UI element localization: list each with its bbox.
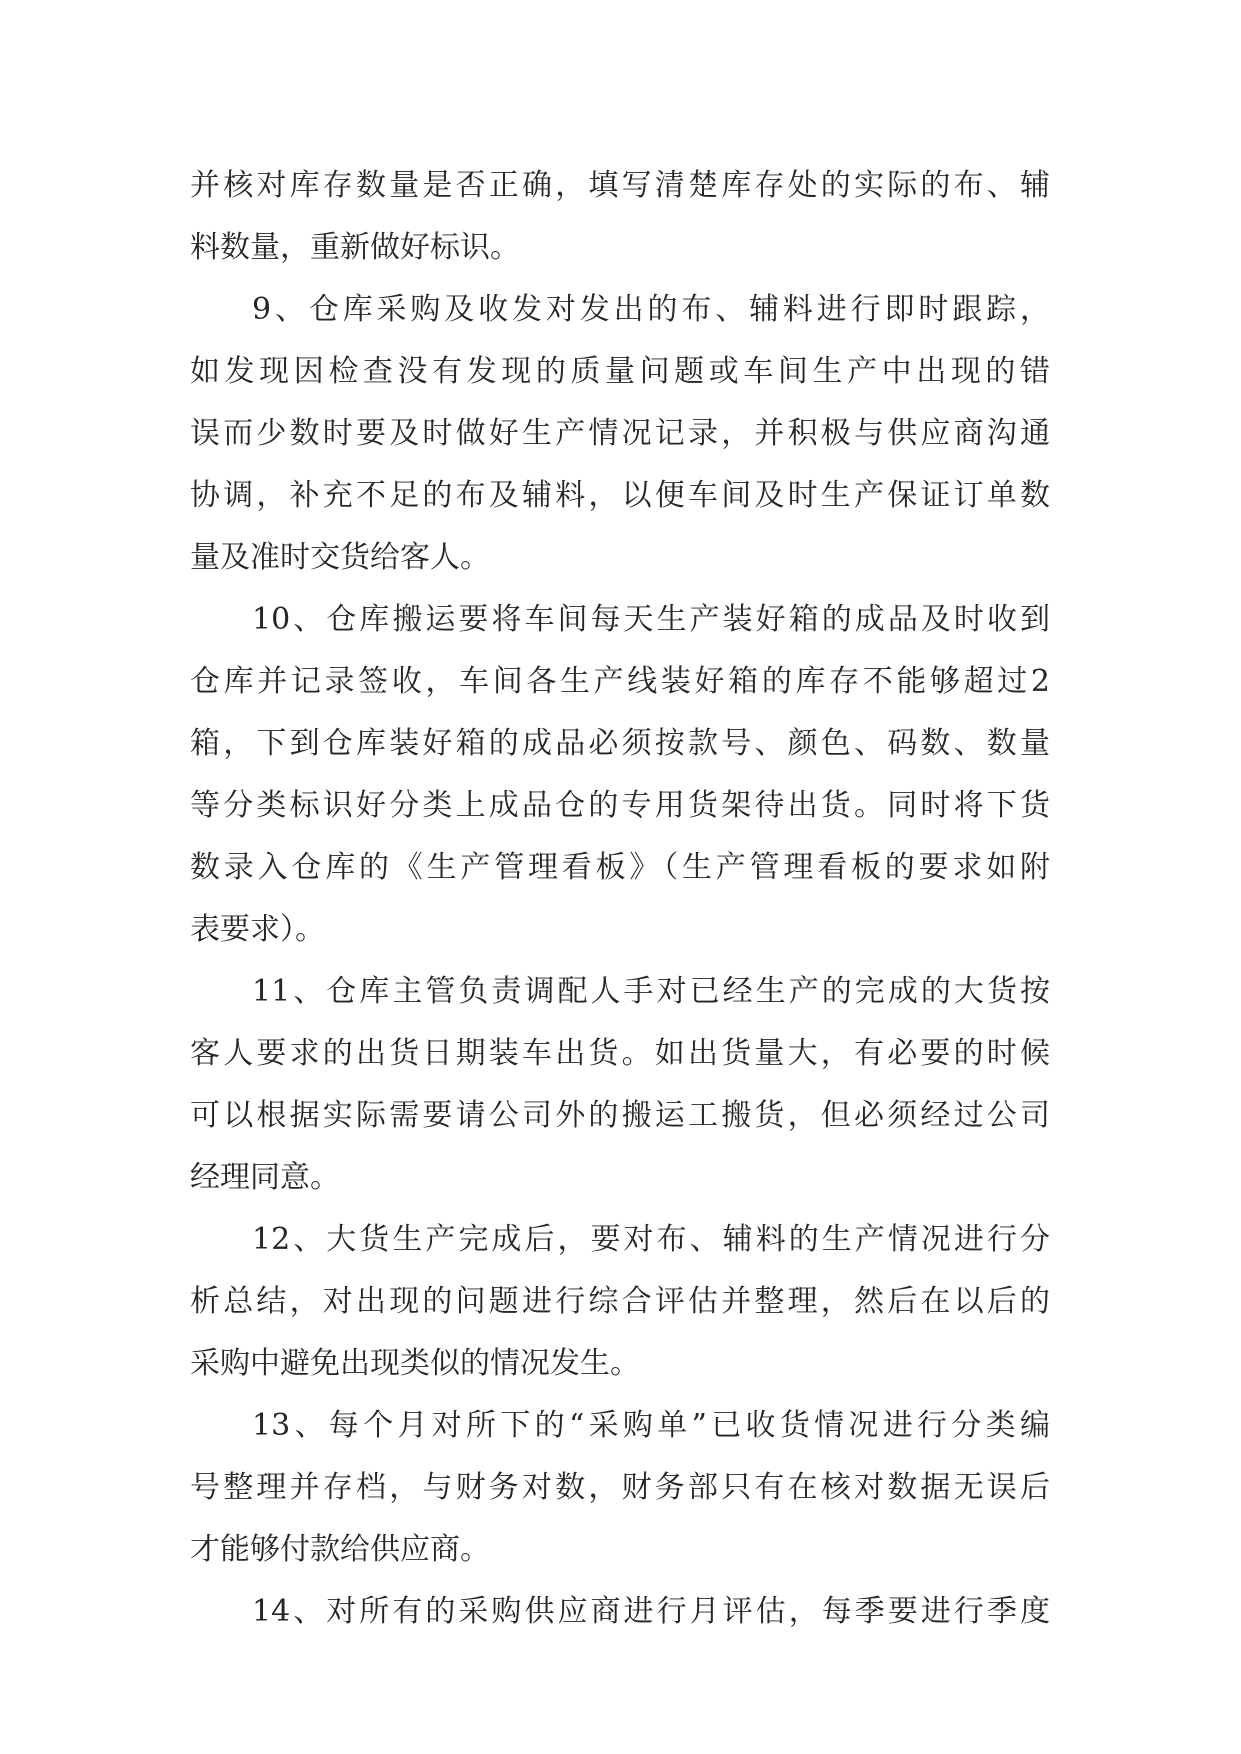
text-line: 号整理并存档，与财务对数，财务部只有在核对数据无误后 — [190, 1470, 1050, 1505]
text-line: 误而少数时要及时做好生产情况记录，并积极与供应商沟通 — [190, 416, 1050, 451]
text-line: 料数量，重新做好标识。 — [190, 230, 520, 265]
text-line: 箱，下到仓库装好箱的成品必须按款号、颜色、码数、数量 — [190, 726, 1050, 761]
text-line: 如发现因检查没有发现的质量问题或车间生产中出现的错 — [190, 354, 1050, 389]
paragraph-13-start: 13、每个月对所下的“采购单”已收货情况进行分类编 — [252, 1408, 1050, 1443]
text-line: 仓库并记录签收，车间各生产线装好箱的库存不能够超过2 — [190, 664, 1050, 699]
text-line: 数录入仓库的《生产管理看板》（生产管理看板的要求如附 — [190, 850, 1050, 885]
text-line: 采购中避免出现类似的情况发生。 — [190, 1346, 640, 1381]
text-line: 客人要求的出货日期装车出货。如出货量大，有必要的时候 — [190, 1036, 1050, 1071]
text-line: 表要求）。 — [190, 912, 325, 947]
document-body — [190, 155, 1050, 1643]
text-line: 协调，补充不足的布及辅料，以便车间及时生产保证订单数 — [190, 478, 1050, 513]
text-line: 并核对库存数量是否正确，填写清楚库存处的实际的布、辅 — [190, 168, 1050, 203]
text-line: 经理同意。 — [190, 1160, 340, 1195]
text-line: 可以根据实际需要请公司外的搬运工搬货，但必须经过公司 — [190, 1098, 1050, 1133]
text-line: 才能够付款给供应商。 — [190, 1532, 490, 1567]
paragraph-12-start: 12、大货生产完成后，要对布、辅料的生产情况进行分 — [252, 1222, 1050, 1257]
text-line: 析总结，对出现的问题进行综合评估并整理，然后在以后的 — [190, 1284, 1050, 1319]
paragraph-10-start: 10、仓库搬运要将车间每天生产装好箱的成品及时收到 — [252, 602, 1050, 637]
paragraph-11-start: 11、仓库主管负责调配人手对已经生产的完成的大货按 — [252, 974, 1050, 1009]
text-line: 等分类标识好分类上成品仓的专用货架待出货。同时将下货 — [190, 788, 1050, 823]
text-line: 量及准时交货给客人。 — [190, 540, 490, 575]
paragraph-9-start: 9、仓库采购及收发对发出的布、辅料进行即时跟踪， — [252, 292, 1050, 327]
paragraph-14-start: 14、对所有的采购供应商进行月评估，每季要进行季度 — [252, 1594, 1050, 1629]
